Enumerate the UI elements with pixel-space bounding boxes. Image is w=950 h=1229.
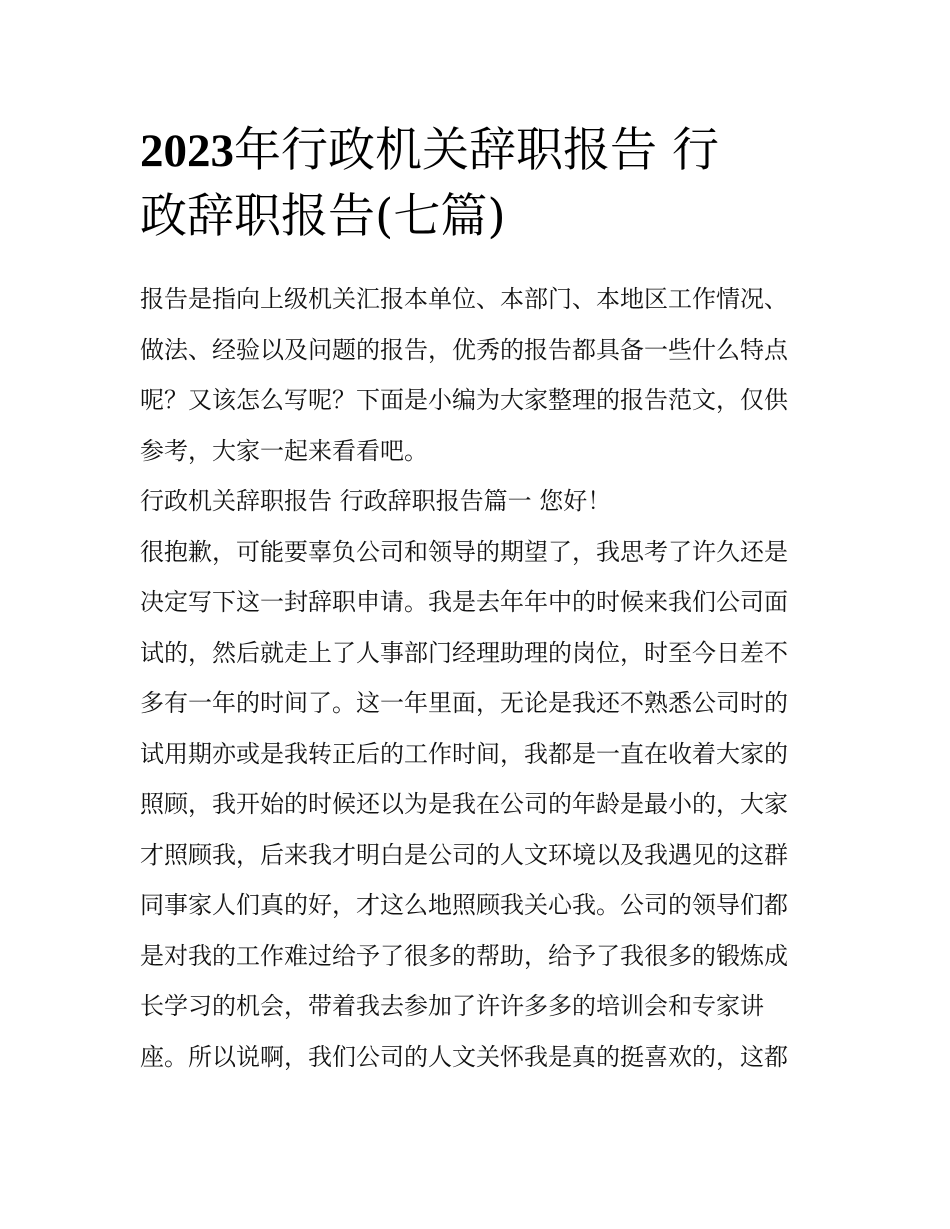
body-line: 才照顾我，后来我才明白是公司的人文环境以及我遇见的这群 [140,840,788,869]
body-line: 参考，大家一起来看看吧。 [140,436,428,465]
body-line: 照顾，我开始的时候还以为是我在公司的年龄是最小的，大家 [140,790,788,818]
title-line-2: 政辞职报告(七篇) [140,189,506,244]
body-line: 报告是指向上级机关汇报本单位、本部门、本地区工作情况、 [140,285,788,313]
body-line: 试用期亦或是我转正后的工作时间，我都是一直在收着大家的 [140,739,788,768]
body-line: 座。所以说啊，我们公司的人文关怀我是真的挺喜欢的，这都 [140,1042,788,1071]
body-line: 是对我的工作难过给予了很多的帮助，给予了我很多的锻炼成 [140,941,788,970]
document-title [140,118,820,250]
document-body [140,274,830,1082]
title-line-1-rest: 年行政机关辞职报告 行 [234,123,719,178]
section-heading-line: 行政机关辞职报告 行政辞职报告篇一 您好！ [140,487,612,515]
body-line: 很抱歉，可能要辜负公司和领导的期望了，我思考了许久还是 [140,537,788,566]
title-year: 2023 [140,125,234,177]
title-line-1 [140,118,820,184]
body-line: 长学习的机会，带着我去参加了许许多多的培训会和专家讲 [140,992,764,1020]
body-line: 做法、经验以及问题的报告，优秀的报告都具备一些什么特点 [140,335,788,364]
body-line: 同事家人们真的好，才这么地照顾我关心我。公司的领导们都 [140,891,788,919]
body-line: 试的，然后就走上了人事部门经理助理的岗位，时至今日差不 [140,638,788,667]
body-line: 多有一年的时间了。这一年里面，无论是我还不熟悉公司时的 [140,689,788,717]
body-line: 决定写下这一封辞职申请。我是去年年中的时候来我们公司面 [140,588,788,616]
body-line: 呢？又该怎么写呢？下面是小编为大家整理的报告范文，仅供 [140,386,788,414]
